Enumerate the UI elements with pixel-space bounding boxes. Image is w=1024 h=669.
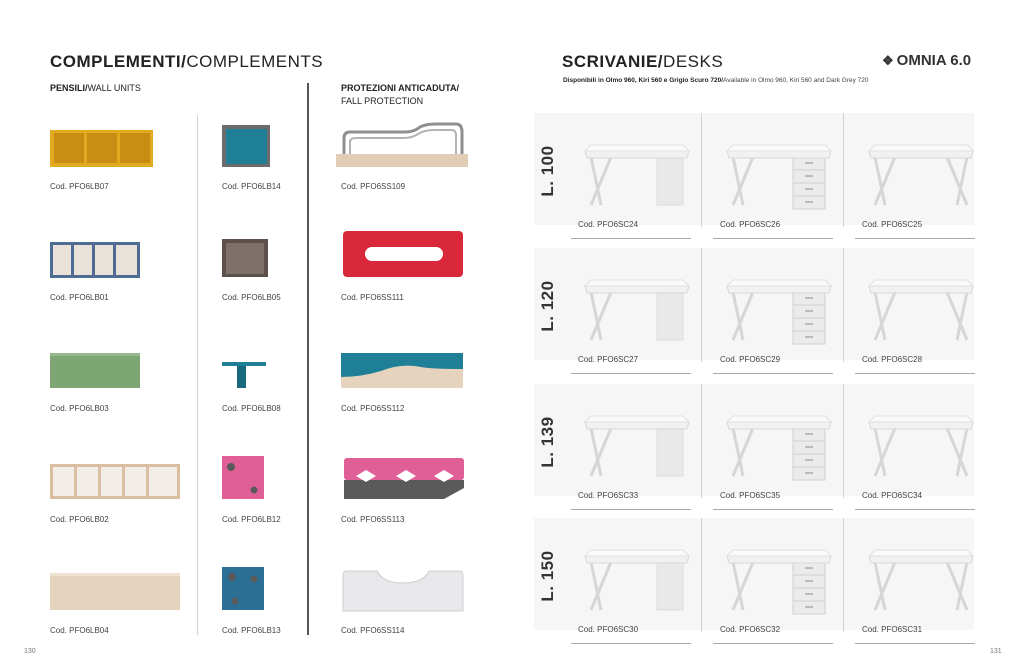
product-code: Cod. PFO6SS112 xyxy=(341,404,405,413)
fall-protection-subheading xyxy=(341,96,423,106)
desk-image xyxy=(719,127,839,213)
heading-light: WALL UNITS xyxy=(87,83,141,93)
desk-size-label: L. 139 xyxy=(538,416,557,468)
wall-unit-graphics xyxy=(0,0,1,1)
product-code: Cod. PFO6LB03 xyxy=(50,404,109,413)
fall-protection-heading xyxy=(341,83,459,93)
cell-divider xyxy=(843,518,844,632)
product-code: Cod. PFO6SS113 xyxy=(341,515,405,524)
availability-note xyxy=(563,77,869,84)
desk-image xyxy=(719,532,839,618)
complements-title xyxy=(50,52,323,72)
fall-protection-image xyxy=(343,231,463,277)
availability-light: Available in Olmo 960, Kiri 560 and Dark Grey 720 xyxy=(723,77,869,84)
desk-size-label: L. 150 xyxy=(538,550,557,602)
wall-unit-image xyxy=(50,464,180,499)
code-underline xyxy=(571,643,691,644)
product-code: Cod. PFO6SC26 xyxy=(720,220,781,229)
cell-divider xyxy=(843,248,844,362)
wall-unit-image xyxy=(50,573,180,610)
desk-size-label: L. 120 xyxy=(538,280,557,332)
fall-protection-image xyxy=(341,353,463,388)
wall-unit-image xyxy=(222,239,268,277)
availability-bold: Disponibili in Olmo 960, Kiri 560 e Grigio Scuro 720/ xyxy=(563,77,724,84)
desk-image xyxy=(861,398,981,484)
desk-image xyxy=(719,398,839,484)
product-code: Cod. PFO6LB13 xyxy=(222,626,281,635)
page-number: 130 xyxy=(24,648,36,655)
product-code: Cod. PFO6LB04 xyxy=(50,626,109,635)
fall-protection-image xyxy=(344,458,464,499)
product-code: Cod. PFO6LB05 xyxy=(222,293,281,302)
brand-name: OMNIA 6.0 xyxy=(896,52,972,69)
code-underline xyxy=(571,238,691,239)
desks-title xyxy=(562,52,723,72)
code-underline xyxy=(855,373,975,374)
product-code: Cod. PFO6LB07 xyxy=(50,182,109,191)
fall-protection-image xyxy=(343,571,463,611)
product-code: Cod. PFO6SS114 xyxy=(341,626,405,635)
title-light: DESKS xyxy=(663,52,724,71)
title-bold: COMPLEMENTI/ xyxy=(50,52,187,71)
fall-protection-image xyxy=(336,124,468,168)
product-code: Cod. PFO6SS111 xyxy=(341,293,404,302)
cell-divider xyxy=(701,113,702,227)
title-light: COMPLEMENTS xyxy=(186,52,324,71)
desk-image xyxy=(577,532,697,618)
desk-image xyxy=(577,127,697,213)
cell-divider xyxy=(701,518,702,632)
product-code: Cod. PFO6SC32 xyxy=(720,625,781,634)
desk-image xyxy=(861,262,981,348)
desk-image xyxy=(861,127,981,213)
cell-divider xyxy=(701,384,702,498)
code-underline xyxy=(713,643,833,644)
wall-units-heading xyxy=(50,83,141,93)
wall-unit-image xyxy=(50,130,153,167)
cell-divider xyxy=(701,248,702,362)
cell-divider xyxy=(843,113,844,227)
product-code: Cod. PFO6LB08 xyxy=(222,404,281,413)
wall-unit-image xyxy=(222,125,270,167)
product-code: Cod. PFO6LB02 xyxy=(50,515,109,524)
code-underline xyxy=(713,373,833,374)
desk-image xyxy=(861,532,981,618)
wall-unit-image xyxy=(222,362,266,388)
omnia-logo-icon: ❖ xyxy=(882,53,894,68)
wall-unit-image xyxy=(50,353,140,388)
product-code: Cod. PFO6SC29 xyxy=(720,355,781,364)
brand-logo xyxy=(882,52,971,69)
code-underline xyxy=(855,238,975,239)
product-code: Cod. PFO6SC35 xyxy=(720,491,781,500)
section-divider xyxy=(307,83,309,635)
column-divider xyxy=(197,115,198,635)
code-underline xyxy=(855,509,975,510)
code-underline xyxy=(713,509,833,510)
desk-size-label: L. 100 xyxy=(538,145,557,197)
product-code: Cod. PFO6SS109 xyxy=(341,182,406,191)
product-code: Cod. PFO6LB01 xyxy=(50,293,109,302)
product-code: Cod. PFO6LB12 xyxy=(222,515,281,524)
product-code: Cod. PFO6LB14 xyxy=(222,182,281,191)
wall-unit-image xyxy=(222,456,264,499)
heading-light: FALL PROTECTION xyxy=(341,96,424,106)
product-code: Cod. PFO6SC31 xyxy=(862,625,923,634)
heading-bold: PROTEZIONI ANTICADUTA/ xyxy=(341,83,459,93)
product-code: Cod. PFO6SC27 xyxy=(578,355,639,364)
wall-unit-image xyxy=(50,242,140,278)
desk-image xyxy=(719,262,839,348)
cell-divider xyxy=(843,384,844,498)
product-code: Cod. PFO6SC33 xyxy=(578,491,639,500)
title-bold: SCRIVANIE/ xyxy=(562,52,664,71)
product-code: Cod. PFO6SC30 xyxy=(578,625,639,634)
desk-image xyxy=(577,262,697,348)
heading-bold: PENSILI/ xyxy=(50,83,88,93)
code-underline xyxy=(713,238,833,239)
code-underline xyxy=(855,643,975,644)
code-underline xyxy=(571,373,691,374)
desk-image xyxy=(577,398,697,484)
product-code: Cod. PFO6SC24 xyxy=(578,220,639,229)
product-code: Cod. PFO6SC34 xyxy=(862,491,923,500)
wall-unit-image xyxy=(222,567,264,610)
product-code: Cod. PFO6SC25 xyxy=(862,220,923,229)
page-number: 131 xyxy=(990,648,1002,655)
code-underline xyxy=(571,509,691,510)
product-code: Cod. PFO6SC28 xyxy=(862,355,923,364)
